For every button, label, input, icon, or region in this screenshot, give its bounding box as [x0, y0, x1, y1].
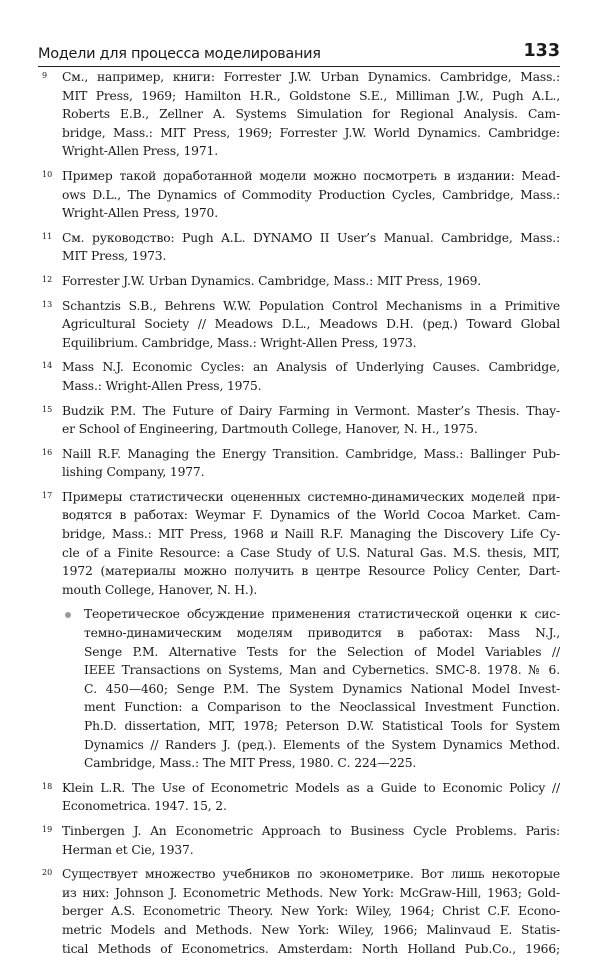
footnote-19	[38, 822, 560, 859]
footnote-number: 20	[42, 868, 53, 878]
footnote-16	[38, 445, 560, 482]
footnote-line: Примеры статистически оцененных системно-динамических моделей при-	[62, 489, 560, 504]
footnote-line: tical Methods of Econometrics. Amsterdam: North Holland Pub.Co., 1966;	[62, 941, 560, 956]
footnote-number: 11	[42, 231, 53, 241]
footnote-line: Существует множество учебников по эконометрике. Вот лишь некоторые	[62, 867, 560, 882]
footnote-line: ows D.L., The Dynamics of Commodity Production Cycles, Cambridge, Mass.:	[62, 187, 560, 202]
footnote-line: Wright-Allen Press, 1970.	[62, 206, 218, 221]
footnote-line: er School of Engineering, Dartmouth College, Hanover, N. H., 1975.	[62, 422, 478, 437]
footnote-18	[38, 779, 560, 816]
footnote-line: Herman et Cie, 1937.	[62, 842, 194, 857]
footnote-line: Wright-Allen Press, 1971.	[62, 144, 218, 159]
footnote-20	[38, 865, 560, 958]
footnote-number: 18	[42, 781, 53, 791]
footnote-line: Naill R.F. Managing the Energy Transition. Cambridge, Mass.: Ballinger Pub-	[62, 446, 560, 461]
footnote-line: Econometrica. 1947. 15, 2.	[62, 799, 227, 814]
footnote-number: 9	[42, 71, 48, 80]
footnote-line: bridge, Mass.: MIT Press, 1969; Forrester J.W. World Dynamics. Cambridge:	[62, 125, 560, 140]
bullet-line: Dynamics // Randers J. (ред.). Elements of the System Dynamics Method.	[84, 737, 560, 752]
footnote-line: из них: Johnson J. Econometric Methods. New York: McGraw-Hill, 1963; Gold-	[62, 885, 560, 900]
footnote-line: Budzik P.M. The Future of Dairy Farming in Vermont. Master’s Thesis. Thay-	[62, 403, 560, 418]
footnote-number: 19	[42, 824, 53, 834]
footnote-number: 12	[42, 274, 53, 284]
footnote-number: 16	[42, 447, 53, 457]
bullet-line: темно-динамическим моделям приводится в работах: Mass N.J.,	[84, 626, 560, 641]
bullet-line: ment Function: a Comparison to the Neoclassical Investment Function.	[84, 700, 560, 715]
footnote-line: Schantzis S.B., Behrens W.W. Population Control Mechanisms in a Primitive	[62, 298, 560, 313]
footnote-line: См., например, книги: Forrester J.W. Urban Dynamics. Cambridge, Mass.:	[62, 70, 560, 84]
footnote-number: 13	[42, 299, 53, 309]
footnote-line: mouth College, Hanover, N. H.).	[62, 582, 258, 597]
footnote-line: Mass N.J. Economic Cycles: an Analysis of Underlying Causes. Cambridge,	[62, 360, 560, 375]
footnote-line: MIT Press, 1969; Hamilton H.R., Goldstone S.E., Milliman J.W., Pugh A.L.,	[62, 88, 560, 103]
footnote-line: 1972 (материалы можно получить в центре Resource Policy Center, Dart-	[62, 564, 560, 579]
bullet-line: Теоретическое обсуждение применения статистической оценки к сис-	[84, 607, 560, 622]
footnote-line: Forrester J.W. Urban Dynamics. Cambridge, Mass.: MIT Press, 1969.	[62, 273, 482, 288]
footnote-13	[38, 297, 560, 353]
footnote-line: Tinbergen J. An Econometric Approach to Business Cycle Problems. Paris:	[62, 823, 560, 838]
footnote-number: 10	[42, 169, 53, 179]
footnote-line: Equilibrium. Cambridge, Mass.: Wright-Allen Press, 1973.	[62, 335, 417, 350]
footnote-line: Mass.: Wright-Allen Press, 1975.	[62, 378, 262, 393]
bullet-line: Cambridge, Mass.: The MIT Press, 1980. С. 224—225.	[84, 756, 417, 771]
running-title: Модели для процесса моделирования	[38, 46, 321, 62]
footnote-11	[38, 229, 560, 266]
footnote-line: водятся в работах: Weymar F. Dynamics of the World Cocoa Market. Cam-	[62, 508, 560, 523]
footnote-17	[38, 488, 560, 600]
footnote-line: cle of a Finite Resource: a Case Study of U.S. Natural Gas. M.S. thesis, MIT,	[62, 545, 560, 560]
bullet-line: С. 450—460; Senge P.M. The System Dynamics National Model Invest-	[84, 681, 560, 696]
footnote-line: См. руководство: Pugh A.L. DYNAMO II User’s Manual. Cambridge, Mass.:	[62, 230, 560, 245]
footnote-line: bridge, Mass.: MIT Press, 1968 и Naill R.F. Managing the Discovery Life Cy-	[62, 527, 560, 542]
footnotes	[38, 68, 560, 964]
footnote-14	[38, 358, 560, 395]
page-number: 133	[523, 41, 560, 61]
bullet-line: IEEE Transactions on Systems, Man and Cybernetics. SMC-8. 1978. № 6.	[84, 663, 560, 678]
footnote-line: MIT Press, 1973.	[62, 249, 167, 264]
footnote-line: Roberts E.B., Zellner A. Systems Simulation for Regional Analysis. Cam-	[62, 107, 560, 122]
footnote-line: metric Models and Methods. New York: Wiley, 1966; Malinvaud E. Statis-	[62, 922, 560, 937]
footnote-line: lishing Company, 1977.	[62, 465, 205, 480]
footnote-17-bullet	[38, 605, 560, 772]
footnote-line: Пример такой доработанной модели можно посмотреть в издании: Mead-	[62, 168, 560, 183]
running-header	[38, 40, 560, 67]
footnote-number: 15	[42, 404, 53, 414]
footnote-line: Klein L.R. The Use of Econometric Models as a Guide to Economic Policy //	[62, 780, 560, 795]
bullet-dot-icon	[65, 612, 71, 618]
footnote-number: 17	[42, 490, 53, 500]
footnote-9	[38, 68, 560, 161]
footnote-line: berger A.S. Econometric Theory. New York: Wiley, 1964; Christ C.F. Econo-	[62, 904, 560, 919]
footnote-10	[38, 167, 560, 223]
footnote-12	[38, 272, 560, 291]
footnote-line: Agricultural Society // Meadows D.L., Meadows D.H. (ред.) Toward Global	[62, 317, 560, 332]
footnote-15	[38, 402, 560, 439]
footnote-number: 14	[42, 361, 53, 371]
bullet-line: Senge P.M. Alternative Tests for the Selection of Model Variables //	[84, 644, 560, 659]
bullet-line: Ph.D. dissertation, MIT, 1978; Peterson D.W. Statistical Tools for System	[84, 719, 560, 733]
